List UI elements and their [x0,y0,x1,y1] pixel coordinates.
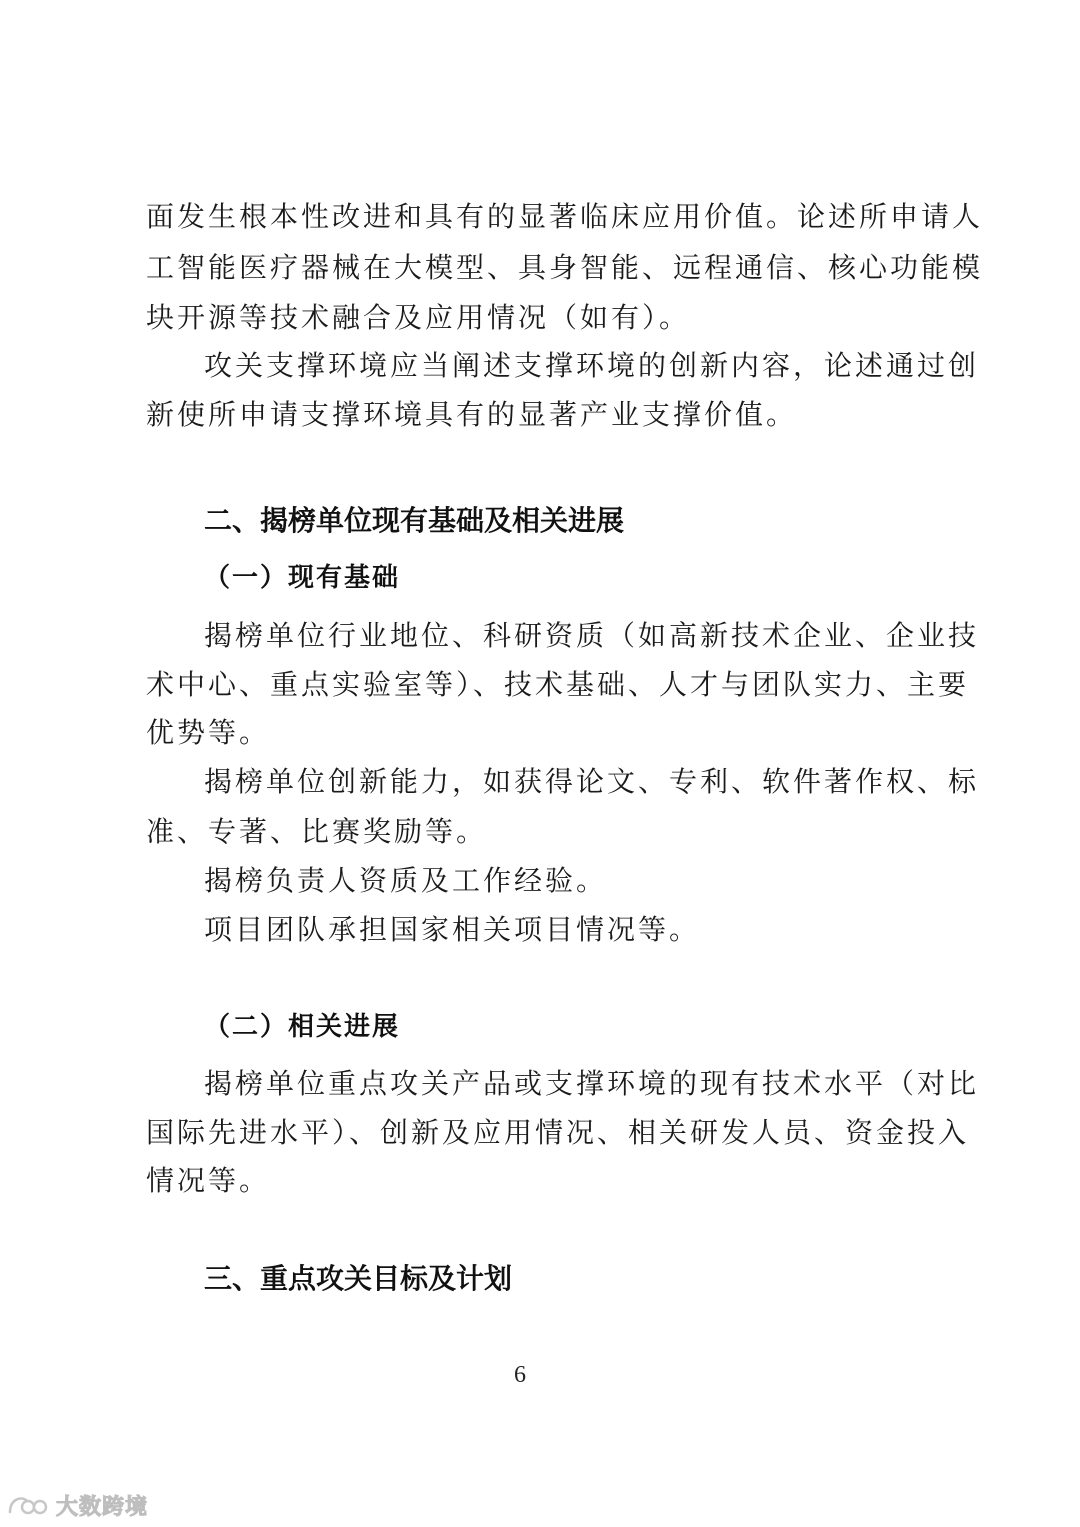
body-text-line: 块开源等技术融合及应用情况（如有）。 [146,301,691,334]
body-text-line: 揭榜单位创新能力，如获得论文、专利、软件著作权、标 [204,765,980,798]
watermark-logo-icon [6,1492,50,1518]
body-text-line: 攻关支撑环境应当阐述支撑环境的创新内容，论述通过创 [204,349,980,382]
body-text-line: 国际先进水平）、创新及应用情况、相关研发人员、资金投入 [146,1116,970,1149]
body-text-line: 揭榜负责人资质及工作经验。 [204,864,608,897]
body-text-line: 术中心、重点实验室等）、技术基础、人才与团队实力、主要 [146,668,970,701]
body-text-line: 面发生根本性改进和具有的显著临床应用价值。论述所申请人 [146,200,984,233]
body-text-line: 揭榜单位重点攻关产品或支撑环境的现有技术水平（对比 [204,1067,980,1100]
body-text-line: 项目团队承担国家相关项目情况等。 [204,913,701,946]
page-number: 6 [514,1362,526,1388]
subsection-heading: （一）现有基础 [204,563,401,593]
section-heading: 二、揭榜单位现有基础及相关进展 [204,504,625,537]
section-heading: 三、重点攻关目标及计划 [204,1262,513,1295]
watermark-text: 大数跨境 [56,1494,149,1520]
body-text-line: 优势等。 [146,716,271,749]
body-text-line: 揭榜单位行业地位、科研资质（如高新技术企业、企业技 [204,619,980,652]
body-text-line: 准、专著、比赛奖励等。 [146,815,488,848]
subsection-heading: （二）相关进展 [204,1012,401,1042]
body-text-line: 新使所申请支撑环境具有的显著产业支撑价值。 [146,398,798,431]
watermark [6,1490,148,1520]
body-text-line: 工智能医疗器械在大模型、具身智能、远程通信、核心功能模 [146,251,984,284]
body-text-line: 情况等。 [146,1164,271,1197]
